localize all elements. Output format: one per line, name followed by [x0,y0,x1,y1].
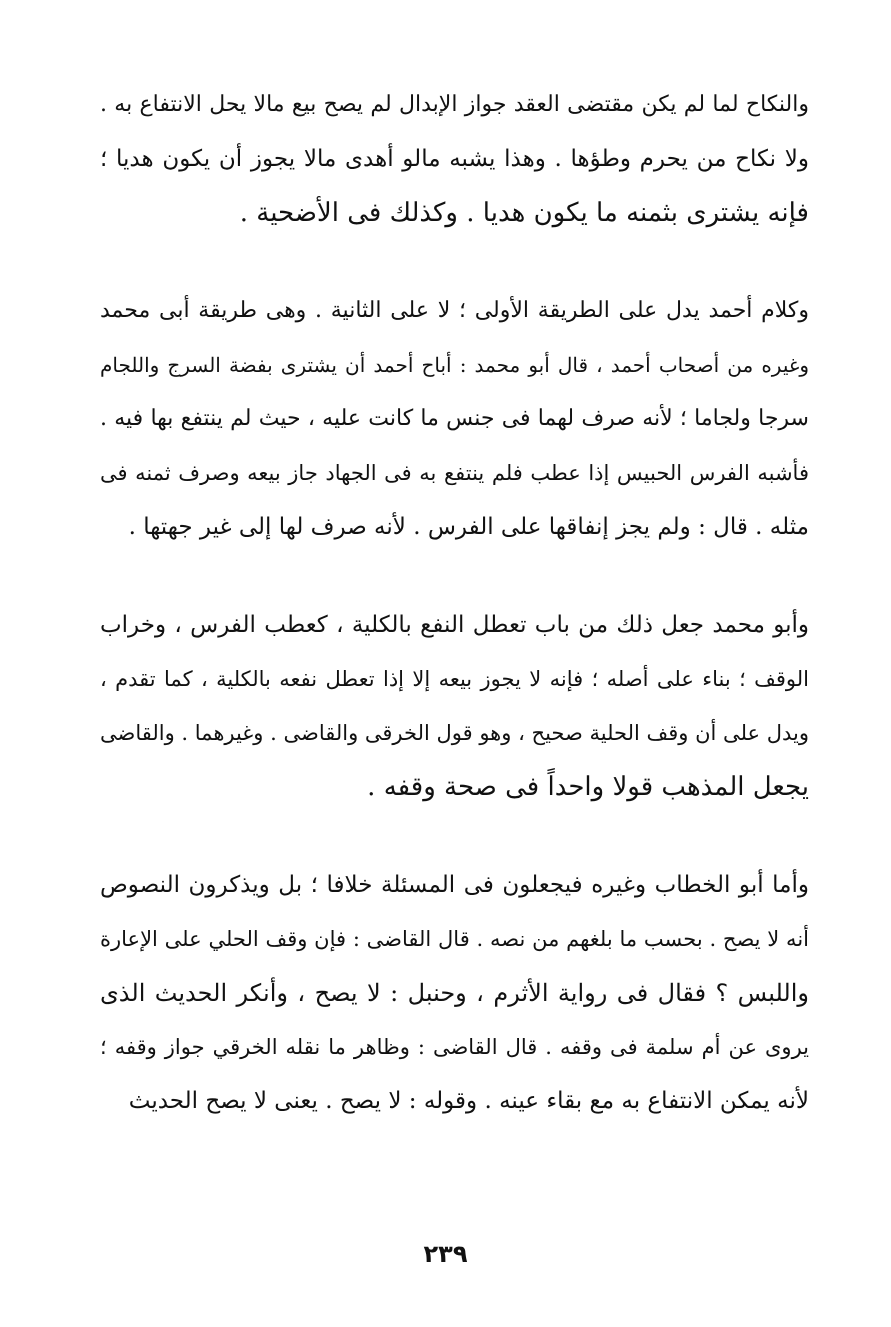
text-line: يجعل المذهب قولا واحداً فى صحة وقفه . [367,772,809,802]
text-line: فإنه يشترى بثمنه ما يكون هديا . وكذلك فى الأضحية . [239,198,809,228]
text-line: فأشبه الفرس الحبيس إذا عطب فلم ينتفع به فى الجهاد جاز بيعه وصرف ثمنه فى [100,461,809,485]
text-line: أنه لا يصح . بحسب ما بلغهم من نصه . قال القاضى : فإن وقف الحلي على الإعارة [100,927,809,951]
text-line: وكلام أحمد يدل على الطريقة الأولى ؛ لا على الثانية . وهى طريقة أبى محمد [100,298,809,323]
paragraph [100,78,809,240]
text-line: وغيره من أصحاب أحمد ، قال أبو محمد : أباح أحمد أن يشترى بفضة السرج واللجام [100,353,809,377]
text-line: لأنه يمكن الانتفاع به مع بقاء عينه . وقوله : لا يصح . يعنى لا يصح الحديث [128,1088,809,1114]
text-line: وأما أبو الخطاب وغيره فيجعلون فى المسئلة خلافا ؛ بل ويذكرون النصوص [100,872,809,898]
text-line: ولا نكاح من يحرم وطؤها . وهذا يشبه مالو أهدى مالا يجوز أن يكون هديا ؛ [100,146,809,172]
paragraph [100,598,809,814]
text-line: سرجا ولجاما ؛ لأنه صرف لهما فى جنس ما كانت عليه ، حيث لم ينتفع بها فيه . [100,406,809,431]
page-number: ٢٣٩ [423,1240,468,1268]
text-line: يروى عن أم سلمة فى وقفه . قال القاضى : وظاهر ما نقله الخرقي جواز وقفه ؛ [100,1035,809,1059]
paragraph-gap [100,554,809,598]
text-line: واللبس ؟ فقال فى رواية الأثرم ، وحنبل : لا يصح ، وأنكر الحديث الذى [100,979,809,1007]
body-text [100,78,809,1128]
paragraph-gap [100,814,809,858]
text-line: ويدل على أن وقف الحلية صحيح ، وهو قول الخرقى والقاضى . وغيرهما . والقاضى [100,721,809,745]
text-line: والنكاح لما لم يكن مقتضى العقد جواز الإبدال لم يصح بيع مالا يحل الانتفاع به . [100,92,809,117]
paragraph [100,858,809,1128]
text-line: الوقف ؛ بناء على أصله ؛ فإنه لا يجوز بيعه إلا إذا تعطل نفعه بالكلية ، كما تقدم ، [100,667,809,691]
paragraph-gap [100,240,809,284]
text-line: وأبو محمد جعل ذلك من باب تعطل النفع بالكلية ، كعطب الفرس ، وخراب [100,612,809,638]
paragraph [100,284,809,554]
text-line: مثله . قال : ولم يجز إنفاقها على الفرس . لأنه صرف لها إلى غير جهتها . [128,514,809,540]
